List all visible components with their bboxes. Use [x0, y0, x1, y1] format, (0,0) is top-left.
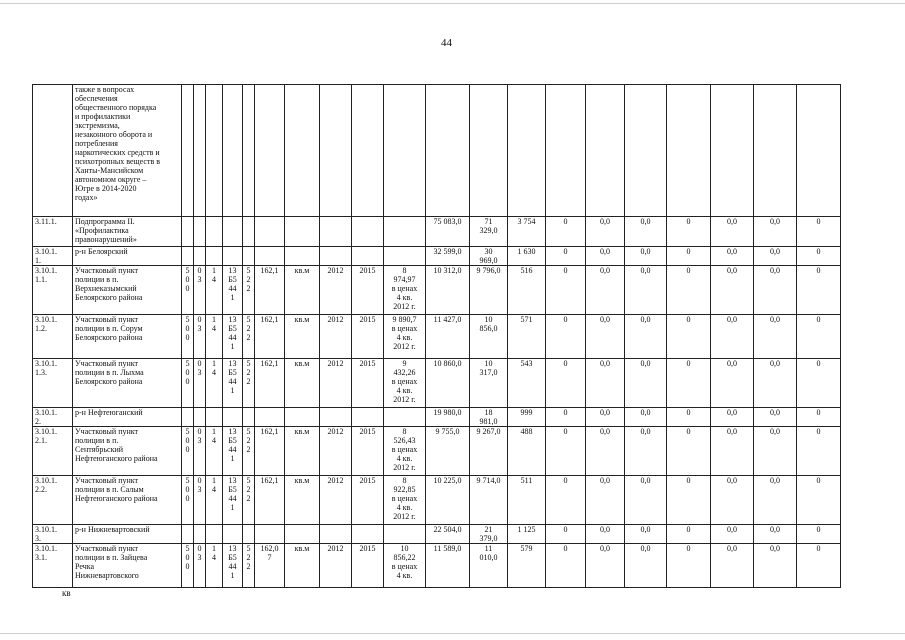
cell-v2: 71 329,0 — [470, 217, 508, 247]
cell-v10: 0 — [797, 525, 841, 544]
cell-id: 3.10.1. 2.2. — [33, 476, 73, 525]
cell-unit — [285, 525, 320, 544]
cell-end — [352, 217, 384, 247]
table-row — [33, 544, 841, 588]
cell-v10: 0 — [797, 315, 841, 359]
cell-name: Участковый пункт полиции в п. Верхнеказымский Белоярского района — [73, 266, 182, 315]
cell-area — [255, 408, 285, 427]
cell-v9: 0,0 — [754, 217, 797, 247]
cell-v1: 10 312,0 — [426, 266, 470, 315]
cell-v2: 10 317,0 — [470, 359, 508, 408]
cell-v5: 0,0 — [586, 359, 625, 408]
cell-v6: 0,0 — [625, 408, 667, 427]
cell-v10: 0 — [797, 217, 841, 247]
cell-c2: 0 3 — [194, 266, 206, 315]
cell-id: 3.10.1. 3.1. — [33, 544, 73, 588]
cell-v1 — [426, 85, 470, 217]
cell-v8: 0,0 — [711, 217, 754, 247]
cell-c5: 5 2 2 — [243, 359, 255, 408]
cell-v1: 10 225,0 — [426, 476, 470, 525]
table-row — [33, 359, 841, 408]
cell-name: Участковый пункт полиции в п. Сорум Белоярского района — [73, 315, 182, 359]
cell-v7 — [667, 85, 711, 217]
table-row — [33, 315, 841, 359]
cell-v10: 0 — [797, 408, 841, 427]
cell-c1: 5 0 0 — [182, 315, 194, 359]
cell-c2 — [194, 408, 206, 427]
cell-v3: 571 — [508, 315, 546, 359]
cell-end: 2015 — [352, 359, 384, 408]
cell-v10: 0 — [797, 427, 841, 476]
cell-v8: 0,0 — [711, 266, 754, 315]
cell-end — [352, 408, 384, 427]
cell-end: 2015 — [352, 476, 384, 525]
cell-v3: 543 — [508, 359, 546, 408]
cell-unit — [285, 408, 320, 427]
cell-v3: 999 — [508, 408, 546, 427]
cell-v9: 0,0 — [754, 544, 797, 588]
cell-area — [255, 85, 285, 217]
cell-v4: 0 — [546, 359, 586, 408]
table-row — [33, 85, 841, 217]
cell-v9: 0,0 — [754, 476, 797, 525]
cell-area: 162,0 7 — [255, 544, 285, 588]
cell-v4: 0 — [546, 408, 586, 427]
cell-c5: 5 2 2 — [243, 544, 255, 588]
cell-v9 — [754, 85, 797, 217]
table-row — [33, 217, 841, 247]
cell-v5 — [586, 85, 625, 217]
cell-c3: 1 4 — [206, 544, 223, 588]
cell-name: Участковый пункт полиции в п. Салым Нефтеюганского района — [73, 476, 182, 525]
cell-id: 3.10.1. 2. — [33, 408, 73, 427]
cell-c5 — [243, 408, 255, 427]
cell-v6 — [625, 85, 667, 217]
cell-v7: 0 — [667, 427, 711, 476]
cell-cost — [384, 408, 426, 427]
page-number: 44 — [441, 37, 452, 49]
cell-unit — [285, 217, 320, 247]
cell-start — [320, 217, 352, 247]
cell-start — [320, 408, 352, 427]
table-row — [33, 525, 841, 544]
cell-c3: 1 4 — [206, 266, 223, 315]
cell-unit: кв.м — [285, 427, 320, 476]
cell-c2 — [194, 525, 206, 544]
cell-c5: 5 2 2 — [243, 476, 255, 525]
cell-c3 — [206, 408, 223, 427]
cell-v8 — [711, 85, 754, 217]
cell-c1: 5 0 0 — [182, 266, 194, 315]
cell-v6: 0,0 — [625, 315, 667, 359]
cell-v7: 0 — [667, 315, 711, 359]
cell-v7: 0 — [667, 217, 711, 247]
cell-unit: кв.м — [285, 266, 320, 315]
cell-c1 — [182, 525, 194, 544]
cell-v2: 11 010,0 — [470, 544, 508, 588]
cell-c4 — [223, 408, 243, 427]
cell-v2: 9 796,0 — [470, 266, 508, 315]
cell-c3 — [206, 525, 223, 544]
cell-c4 — [223, 217, 243, 247]
cell-v10: 0 — [797, 544, 841, 588]
cell-c2: 0 3 — [194, 544, 206, 588]
cell-v7: 0 — [667, 408, 711, 427]
cell-start: 2012 — [320, 359, 352, 408]
cell-cost: 9 432,26 в ценах 4 кв. 2012 г. — [384, 359, 426, 408]
cell-v2: 21 379,0 — [470, 525, 508, 544]
cell-v10 — [797, 85, 841, 217]
cell-end: 2015 — [352, 544, 384, 588]
cell-v1: 22 504,0 — [426, 525, 470, 544]
cell-v2 — [470, 85, 508, 217]
cell-v9: 0,0 — [754, 247, 797, 266]
cell-id — [33, 85, 73, 217]
cell-v6: 0,0 — [625, 544, 667, 588]
cell-id: 3.10.1. 1.1. — [33, 266, 73, 315]
cell-v2: 9 267,0 — [470, 427, 508, 476]
cell-c3: 1 4 — [206, 427, 223, 476]
cell-c4: 13 Б5 44 1 — [223, 427, 243, 476]
cell-c4 — [223, 247, 243, 266]
cell-v6: 0,0 — [625, 266, 667, 315]
cell-v3: 3 754 — [508, 217, 546, 247]
table-row — [33, 408, 841, 427]
cell-v10: 0 — [797, 476, 841, 525]
cell-start: 2012 — [320, 266, 352, 315]
cell-v4 — [546, 85, 586, 217]
cell-v2: 30 969,0 — [470, 247, 508, 266]
cell-unit: кв.м — [285, 544, 320, 588]
cell-id: 3.10.1. 1.2. — [33, 315, 73, 359]
cell-v2: 18 981,0 — [470, 408, 508, 427]
cell-v10: 0 — [797, 359, 841, 408]
cell-v7: 0 — [667, 247, 711, 266]
cell-v8: 0,0 — [711, 408, 754, 427]
cell-v5: 0,0 — [586, 408, 625, 427]
cell-id: 3.10.1. 3. — [33, 525, 73, 544]
cell-v3: 1 630 — [508, 247, 546, 266]
cell-v9: 0,0 — [754, 525, 797, 544]
cell-unit: кв.м — [285, 359, 320, 408]
cell-c1 — [182, 217, 194, 247]
cell-v8: 0,0 — [711, 525, 754, 544]
cell-c4: 13 Б5 44 1 — [223, 476, 243, 525]
cell-name: р-н Белоярский — [73, 247, 182, 266]
cell-name: Подпрограмма II. «Профилактика правонарушений» — [73, 217, 182, 247]
cell-v3: 488 — [508, 427, 546, 476]
cell-c4: 13 Б5 44 1 — [223, 266, 243, 315]
cell-c2 — [194, 85, 206, 217]
cell-v9: 0,0 — [754, 408, 797, 427]
cell-unit: кв.м — [285, 476, 320, 525]
cell-v1: 11 427,0 — [426, 315, 470, 359]
cell-v3: 579 — [508, 544, 546, 588]
cell-area: 162,1 — [255, 315, 285, 359]
cell-start: 2012 — [320, 544, 352, 588]
cell-c2: 0 3 — [194, 315, 206, 359]
cell-unit: кв.м — [285, 315, 320, 359]
cell-id: 3.10.1. 1.3. — [33, 359, 73, 408]
cell-v3: 1 125 — [508, 525, 546, 544]
cell-v7: 0 — [667, 266, 711, 315]
cell-c2 — [194, 217, 206, 247]
cell-c2: 0 3 — [194, 427, 206, 476]
cell-c3 — [206, 247, 223, 266]
cell-start: 2012 — [320, 427, 352, 476]
cell-c5 — [243, 217, 255, 247]
cell-cost — [384, 247, 426, 266]
cell-v5: 0,0 — [586, 476, 625, 525]
cell-v4: 0 — [546, 247, 586, 266]
table-row — [33, 266, 841, 315]
cell-c4 — [223, 85, 243, 217]
cell-v8: 0,0 — [711, 476, 754, 525]
cell-c4: 13 Б5 44 1 — [223, 315, 243, 359]
cell-c5: 5 2 2 — [243, 266, 255, 315]
cell-c1: 5 0 0 — [182, 427, 194, 476]
cell-c1 — [182, 408, 194, 427]
cell-name: р-н Нижневартовский — [73, 525, 182, 544]
cell-v8: 0,0 — [711, 359, 754, 408]
cell-c1: 5 0 0 — [182, 476, 194, 525]
cell-v7: 0 — [667, 476, 711, 525]
cell-c3: 1 4 — [206, 359, 223, 408]
cell-v1: 11 589,0 — [426, 544, 470, 588]
cell-cost: 8 974,97 в ценах 4 кв. 2012 г. — [384, 266, 426, 315]
cell-v4: 0 — [546, 427, 586, 476]
cell-v8: 0,0 — [711, 247, 754, 266]
cell-v6: 0,0 — [625, 217, 667, 247]
cell-start: 2012 — [320, 476, 352, 525]
cell-v5: 0,0 — [586, 266, 625, 315]
cell-c3 — [206, 217, 223, 247]
cell-name: Участковый пункт полиции в п. Сентябрьский Нефтеюганского района — [73, 427, 182, 476]
cell-end: 2015 — [352, 266, 384, 315]
cell-v5: 0,0 — [586, 525, 625, 544]
cell-end: 2015 — [352, 315, 384, 359]
cell-c2: 0 3 — [194, 359, 206, 408]
cell-end — [352, 525, 384, 544]
cell-v2: 10 856,0 — [470, 315, 508, 359]
projects-table — [32, 84, 841, 588]
cell-id: 3.10.1. 2.1. — [33, 427, 73, 476]
cell-c1: 5 0 0 — [182, 544, 194, 588]
cell-area — [255, 217, 285, 247]
cell-name: также в вопросах обеспечения общественного порядка и профилактики экстремизма, незаконного оборота и потребления наркотических средств и психотропных веществ в Ханты-Мансийском автономном округе – Югре в 2014-2020 годах» — [73, 85, 182, 217]
cell-c5 — [243, 85, 255, 217]
scan-edge-bottom — [0, 633, 905, 634]
cell-v4: 0 — [546, 266, 586, 315]
cell-v4: 0 — [546, 315, 586, 359]
cell-name: Участковый пункт полиции в п. Зайцева Речка Нижневартовского — [73, 544, 182, 588]
cell-id: 3.11.1. — [33, 217, 73, 247]
table-row — [33, 476, 841, 525]
cell-area — [255, 525, 285, 544]
cell-v3 — [508, 85, 546, 217]
cell-v6: 0,0 — [625, 247, 667, 266]
cell-v3: 516 — [508, 266, 546, 315]
cell-c1 — [182, 247, 194, 266]
corner-mark: кв — [62, 588, 71, 598]
cell-c3 — [206, 85, 223, 217]
cell-v6: 0,0 — [625, 359, 667, 408]
cell-c3: 1 4 — [206, 315, 223, 359]
cell-unit — [285, 247, 320, 266]
cell-v6: 0,0 — [625, 525, 667, 544]
cell-v1: 32 599,0 — [426, 247, 470, 266]
cell-v10: 0 — [797, 247, 841, 266]
cell-c1 — [182, 85, 194, 217]
cell-c3: 1 4 — [206, 476, 223, 525]
cell-v1: 19 980,0 — [426, 408, 470, 427]
cell-unit — [285, 85, 320, 217]
cell-v5: 0,0 — [586, 247, 625, 266]
cell-cost: 9 890,7 в ценах 4 кв. 2012 г. — [384, 315, 426, 359]
cell-end — [352, 85, 384, 217]
cell-c5: 5 2 2 — [243, 427, 255, 476]
cell-area — [255, 247, 285, 266]
cell-c2 — [194, 247, 206, 266]
cell-cost — [384, 525, 426, 544]
cell-cost — [384, 217, 426, 247]
cell-v9: 0,0 — [754, 315, 797, 359]
cell-start: 2012 — [320, 315, 352, 359]
cell-c4: 13 Б5 44 1 — [223, 544, 243, 588]
cell-v4: 0 — [546, 544, 586, 588]
cell-area: 162,1 — [255, 266, 285, 315]
cell-v4: 0 — [546, 476, 586, 525]
cell-c5 — [243, 247, 255, 266]
cell-cost: 10 856,22 в ценах 4 кв. — [384, 544, 426, 588]
cell-v2: 9 714,0 — [470, 476, 508, 525]
cell-c2: 0 3 — [194, 476, 206, 525]
cell-end: 2015 — [352, 427, 384, 476]
cell-v8: 0,0 — [711, 544, 754, 588]
cell-end — [352, 247, 384, 266]
scan-edge-top — [0, 3, 905, 4]
cell-start — [320, 85, 352, 217]
cell-v9: 0,0 — [754, 427, 797, 476]
cell-cost: 8 922,85 в ценах 4 кв. 2012 г. — [384, 476, 426, 525]
cell-v1: 9 755,0 — [426, 427, 470, 476]
cell-c5 — [243, 525, 255, 544]
cell-cost: 8 526,43 в ценах 4 кв. 2012 г. — [384, 427, 426, 476]
cell-v9: 0,0 — [754, 266, 797, 315]
cell-name: Участковый пункт полиции в п. Лыхма Белоярского района — [73, 359, 182, 408]
cell-v3: 511 — [508, 476, 546, 525]
cell-c4: 13 Б5 44 1 — [223, 359, 243, 408]
cell-v6: 0,0 — [625, 427, 667, 476]
cell-start — [320, 247, 352, 266]
cell-name: р-н Нефтеюганский — [73, 408, 182, 427]
cell-v8: 0,0 — [711, 427, 754, 476]
table-row — [33, 427, 841, 476]
cell-v7: 0 — [667, 544, 711, 588]
cell-v7: 0 — [667, 525, 711, 544]
cell-v7: 0 — [667, 359, 711, 408]
cell-v9: 0,0 — [754, 359, 797, 408]
cell-v5: 0,0 — [586, 217, 625, 247]
cell-v5: 0,0 — [586, 427, 625, 476]
cell-v1: 10 860,0 — [426, 359, 470, 408]
cell-start — [320, 525, 352, 544]
cell-area: 162,1 — [255, 476, 285, 525]
cell-cost — [384, 85, 426, 217]
cell-v6: 0,0 — [625, 476, 667, 525]
cell-v5: 0,0 — [586, 315, 625, 359]
cell-c5: 5 2 2 — [243, 315, 255, 359]
cell-v4: 0 — [546, 217, 586, 247]
cell-c1: 5 0 0 — [182, 359, 194, 408]
cell-id: 3.10.1. 1. — [33, 247, 73, 266]
cell-v8: 0,0 — [711, 315, 754, 359]
cell-area: 162,1 — [255, 427, 285, 476]
cell-v5: 0,0 — [586, 544, 625, 588]
cell-area: 162,1 — [255, 359, 285, 408]
cell-c4 — [223, 525, 243, 544]
cell-v1: 75 083,0 — [426, 217, 470, 247]
cell-v4: 0 — [546, 525, 586, 544]
cell-v10: 0 — [797, 266, 841, 315]
table-row — [33, 247, 841, 266]
